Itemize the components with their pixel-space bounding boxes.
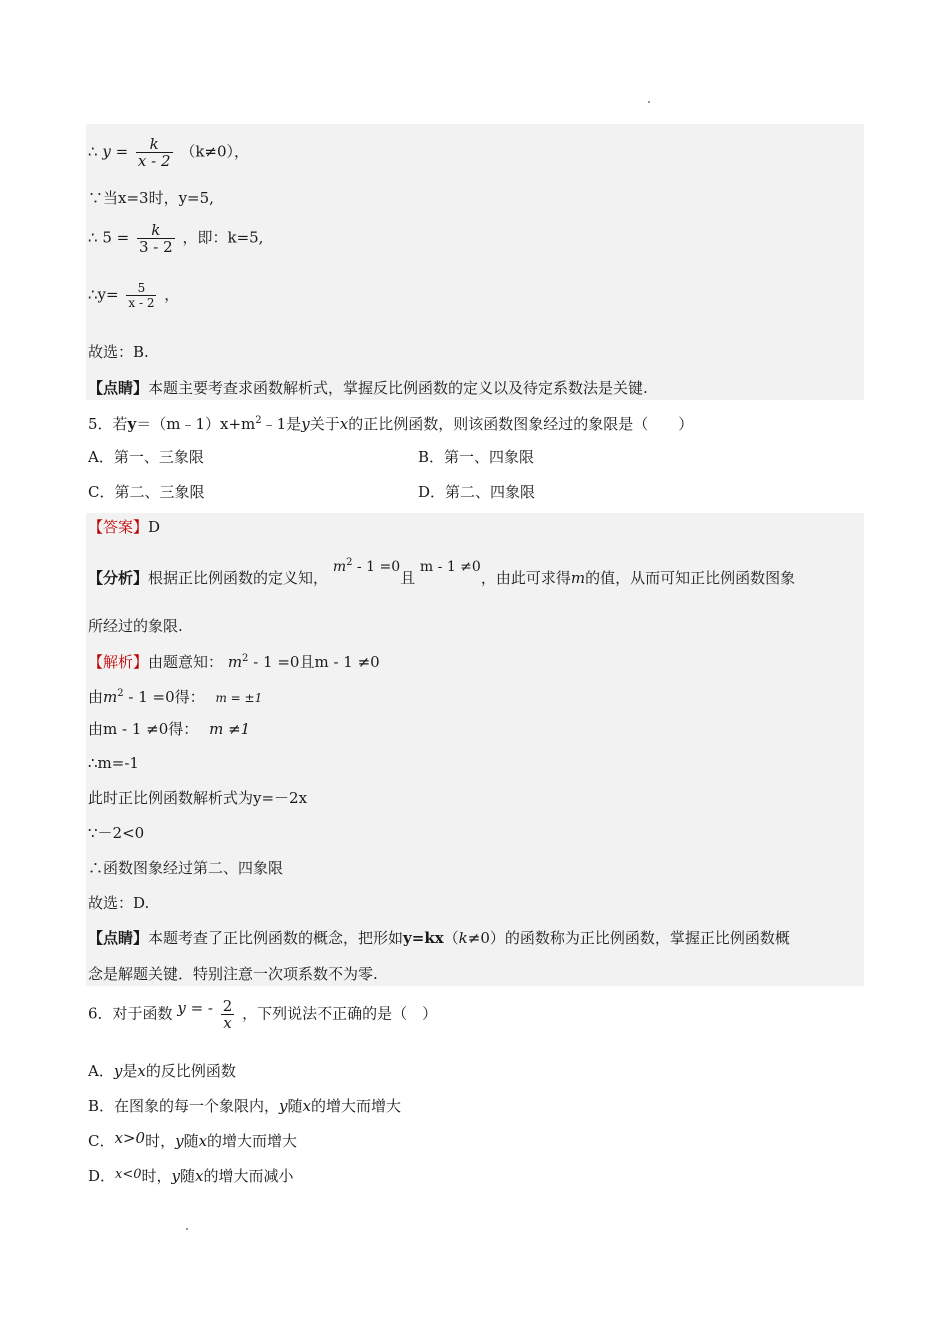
- q4-line-2: ∵当x=3时，y=5,: [88, 189, 214, 207]
- q4-line-4: ∴y= $\frac{5}{x - 2}$ ，: [88, 281, 180, 310]
- q5-option-a[interactable]: A．第一、三象限: [88, 448, 204, 466]
- q6-option-b[interactable]: B．在图象的每一个象限内，y随x的增大而增大: [88, 1097, 402, 1115]
- q5-solution-1: 【解析】由题意知： $m^2 - 1 =0$且m - 1 ≠0: [88, 653, 380, 671]
- q5-solution-8: 故选：D.: [88, 894, 150, 912]
- q5-option-d[interactable]: D．第二、四象限: [418, 483, 536, 501]
- q4-tip: 【点睛】本题主要考查求函数解析式，掌握反比例函数的定义以及待定系数法是关键.: [88, 379, 648, 397]
- q5-option-c[interactable]: C．第二、三象限: [88, 483, 205, 501]
- q5-answer: 【答案】D: [88, 518, 161, 536]
- q5-solution-7: ∴函数图象经过第二、四象限: [88, 859, 284, 877]
- q4-choice: 故选：B.: [88, 343, 149, 361]
- q6-option-d[interactable]: D．x<0时，y随x的增大而减小: [88, 1167, 294, 1185]
- q5-stem: 5．若$y=(m﹣1)x+m^2﹣1$是y关于x的正比例函数，则该函数图象经过的象限是（ ）: [88, 415, 694, 433]
- q6-stem: 6．对于函数 y = - $\frac{2}{x}$ ，下列说法不正确的是（ ）: [88, 997, 438, 1032]
- q5-analysis-cont: 所经过的象限.: [88, 617, 183, 635]
- fraction: $\frac{k}{3 - 2}$: [139, 221, 173, 256]
- q5-solution-4: ∴m=-1: [88, 754, 139, 772]
- q5-tip: 【点睛】本题考查了正比例函数的概念，把形如y=kx（k≠0）的函数称为正比例函数，掌握正比例函数概: [88, 929, 790, 947]
- fraction: $\frac{2}{x}$: [222, 997, 233, 1032]
- fraction: $\frac{5}{x - 2}$: [128, 281, 155, 310]
- q5-solution-2: 由$m^2 - 1 =0$得： m = ±1: [88, 688, 263, 706]
- header-dot: [648, 101, 650, 103]
- q5-tip-cont: 念是解题关键．特别注意一次项系数不为零.: [88, 965, 378, 983]
- footer-dot: [186, 1228, 188, 1230]
- q5-solution-3: 由m - 1 ≠0得： m ≠1: [88, 720, 251, 738]
- q4-line-3: ∴ 5 = $\frac{k}{3 - 2}$ ，即：k=5,: [88, 221, 264, 256]
- q4-line-1: ∴ y = $\frac{k}{x - 2}$ （k≠0），: [88, 135, 250, 170]
- q5-solution-5: 此时正比例函数解析式为y=－2x: [88, 789, 308, 807]
- q5-option-b[interactable]: B．第一、四象限: [418, 448, 535, 466]
- fraction: $\frac{k}{x - 2}$: [137, 135, 171, 170]
- q6-option-c[interactable]: C．x>0时，y随x的增大而增大: [88, 1129, 298, 1150]
- q6-option-a[interactable]: A．y是x的反比例函数: [88, 1062, 236, 1080]
- q5-analysis: 【分析】根据正比例函数的定义知， $m^2 - 1 =0$且 m - 1 ≠0，由此可求得m的值，从而可知正比例函数图象: [88, 557, 796, 587]
- q5-solution-6: ∵－2<0: [88, 824, 145, 842]
